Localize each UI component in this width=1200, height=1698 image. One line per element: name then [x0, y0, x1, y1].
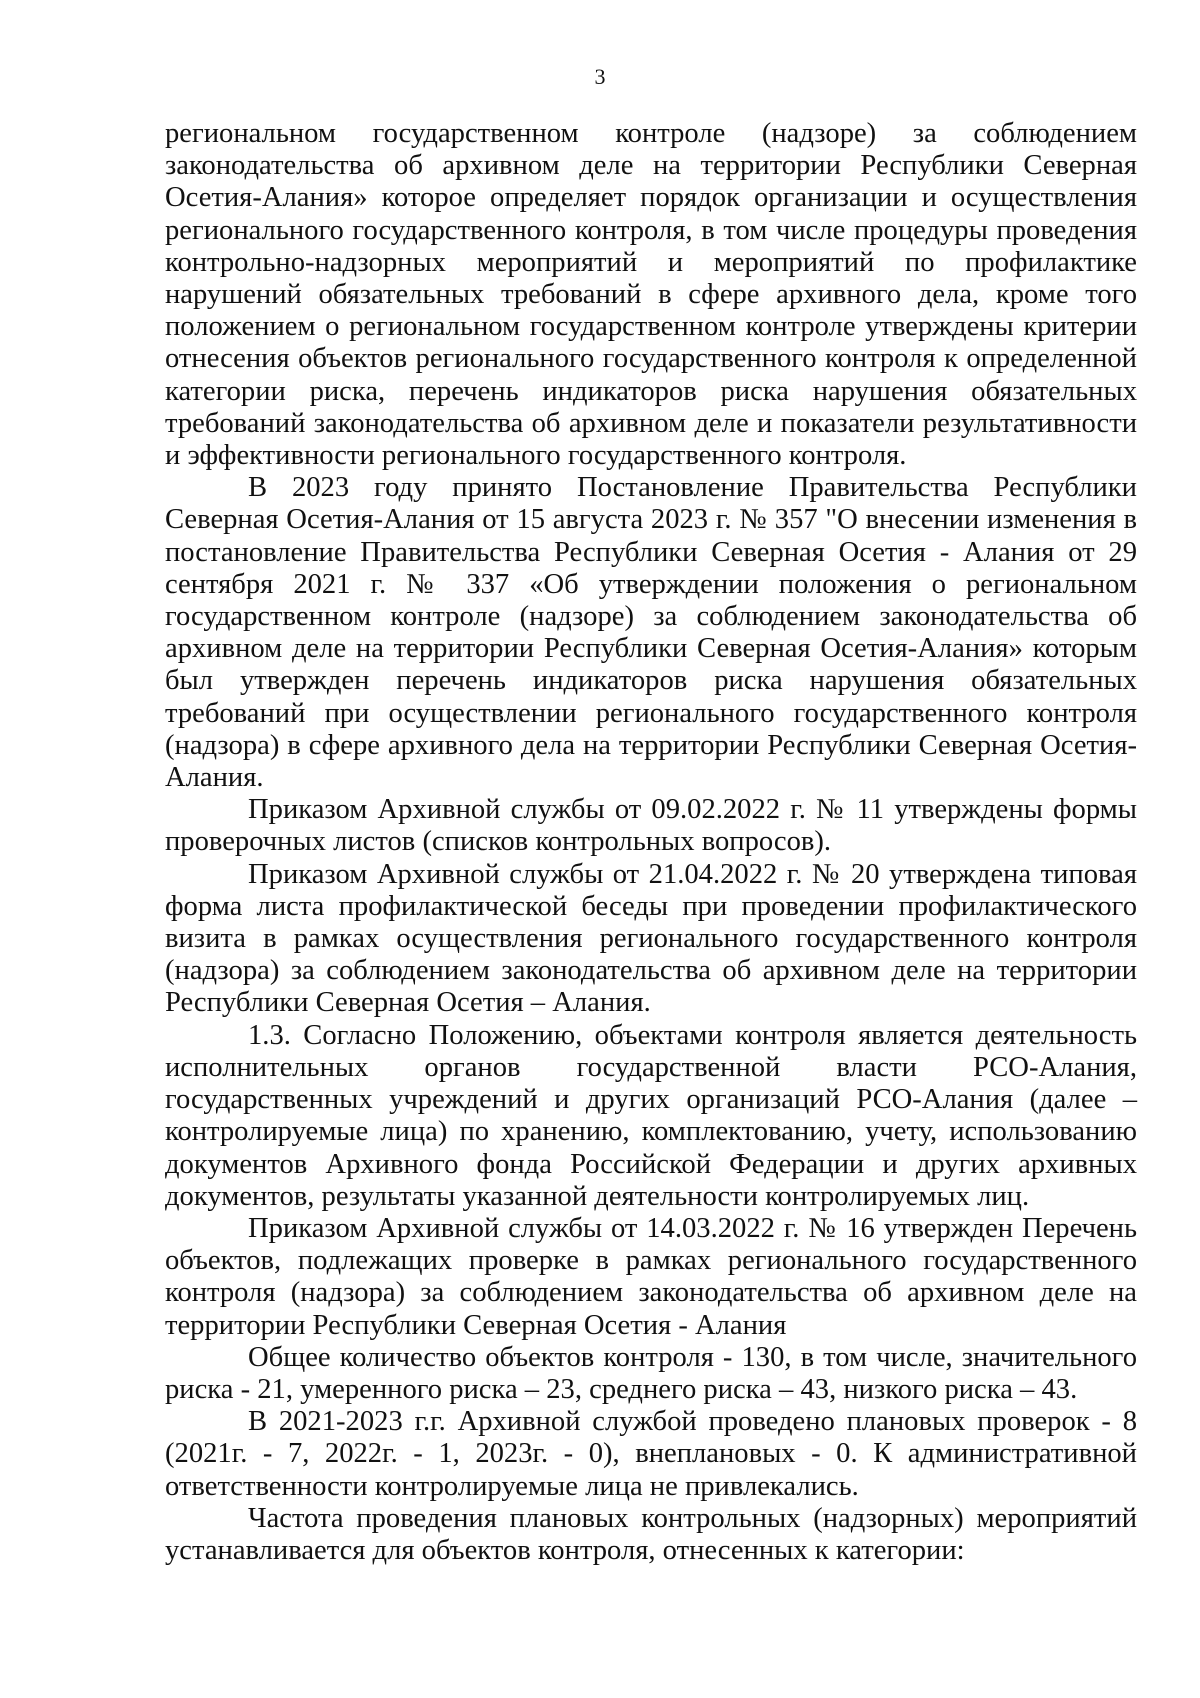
- paragraph-inspection-frequency: Частота проведения плановых контрольных (надзорных) мероприятий устанавливается для объектов контроля, отнесенных к категории:: [165, 1502, 1137, 1566]
- paragraph-order-16: Приказом Архивной службы от 14.03.2022 г. № 16 утвержден Перечень объектов, подлежащих проверке в рамках регионального государственного контроля (надзора) за соблюдением законодательства об архивном деле на территории Республики Северная Осетия - Алания: [165, 1212, 1137, 1341]
- document-body: [165, 118, 1137, 1567]
- paragraph-resolution-2023: В 2023 году принято Постановление Правительства Республики Северная Осетия-Алания от 15 августа 2023 г. № 357 "О внесении изменения в постановление Правительства Республики Северная Осетия - Алания от 29 сентября 2021 г. № 337 «Об утверждении положения о региональном государственном контроле (надзоре) за соблюдением законодательства об архивном деле на территории Республики Северная Осетия-Алания» которым был утвержден перечень индикаторов риска нарушения обязательных требований при осуществлении регионального государственного контроля (надзора) в сфере архивного дела на территории Республики Северная Осетия-Алания.: [165, 472, 1137, 794]
- paragraph-order-20: Приказом Архивной службы от 21.04.2022 г. № 20 утверждена типовая форма листа профилактической беседы при проведении профилактического визита в рамках осуществления регионального государственного контроля (надзора) за соблюдением законодательства об архивном деле на территории Республики Северная Осетия – Алания.: [165, 858, 1137, 1019]
- page-number: 3: [594, 64, 606, 89]
- paragraph-order-11: Приказом Архивной службы от 09.02.2022 г. № 11 утверждены формы проверочных листов (списков контрольных вопросов).: [165, 794, 1137, 858]
- paragraph-inspections-2021-2023: В 2021-2023 г.г. Архивной службой проведено плановых проверок - 8 (2021г. - 7, 2022г. - 1, 2023г. - 0), внеплановых - 0. К административной ответственности контролируемые лица не привлекались.: [165, 1406, 1137, 1502]
- paragraph-positions-regulation: региональном государственном контроле (надзоре) за соблюдением законодательства об архивном деле на территории Республики Северная Осетия-Алания» которое определяет порядок организации и осуществления регионального государственного контроля, в том числе процедуры проведения контрольно-надзорных мероприятий и мероприятий по профилактике нарушений обязательных требований в сфере архивного дела, кроме того положением о региональном государственном контроле утверждены критерии отнесения объектов регионального государственного контроля к определенной категории риска, перечень индикаторов риска нарушения обязательных требований законодательства об архивном деле и показатели результативности и эффективности регионального государственного контроля.: [165, 118, 1137, 472]
- paragraph-control-objects-count: Общее количество объектов контроля - 130, в том числе, значительного риска - 21, умеренного риска – 23, среднего риска – 43, низкого риска – 43.: [165, 1341, 1137, 1405]
- paragraph-section-1-3: 1.3. Согласно Положению, объектами контроля является деятельность исполнительных органов государственной власти РСО-Алания, государственных учреждений и других организаций РСО-Алания (далее – контролируемые лица) по хранению, комплектованию, учету, использованию документов Архивного фонда Российской Федерации и других архивных документов, результаты указанной деятельности контролируемых лиц.: [165, 1019, 1137, 1212]
